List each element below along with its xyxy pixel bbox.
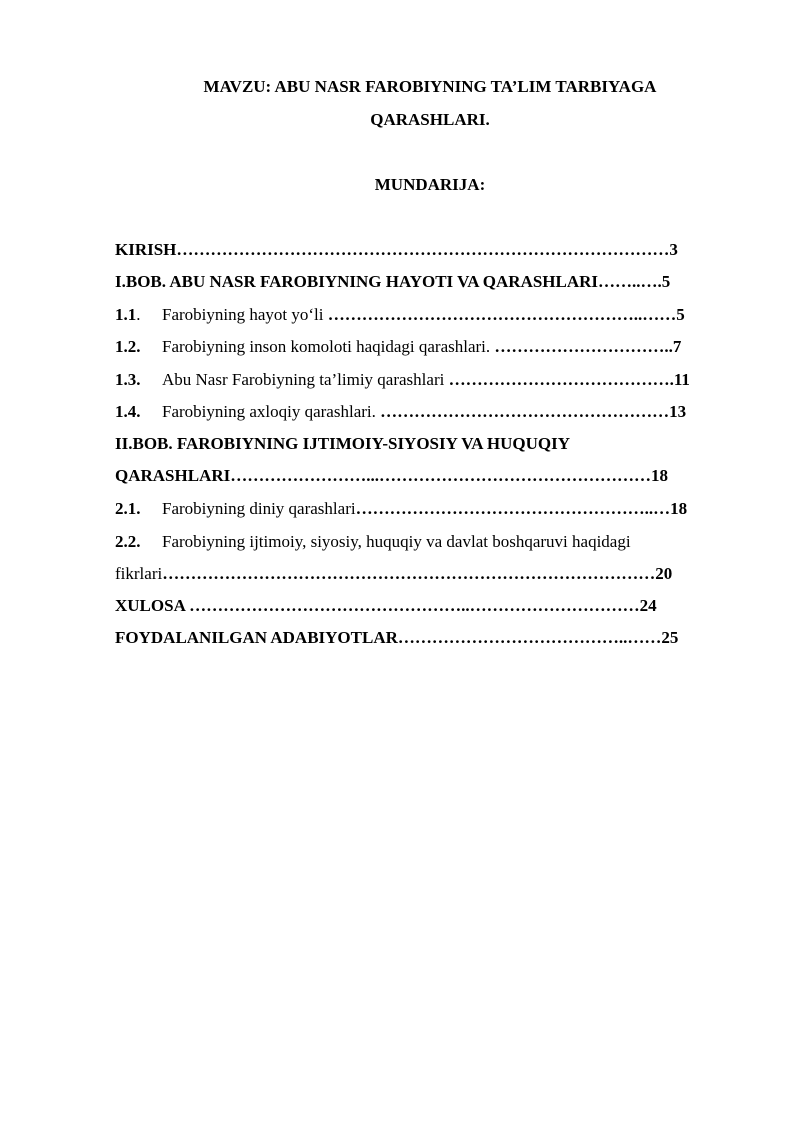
toc-entry-1-1 xyxy=(115,305,685,325)
toc-page-number: 5 xyxy=(661,272,671,291)
toc-leader: …………………………………. xyxy=(448,370,674,389)
document-title-line-2: QARASHLARI. xyxy=(370,110,490,129)
toc-leader: ………………………….. xyxy=(494,337,673,356)
toc-entry-title: Farobiyning ijtimoiy, siyosiy, huquqiy va davlat boshqaruvi haqidagi xyxy=(162,532,631,551)
toc-entry-title: Farobiyning hayot yo‘li xyxy=(162,305,328,324)
toc-section-number: 1.1. xyxy=(115,305,141,324)
toc-leader: ……..…. xyxy=(598,272,662,291)
toc-page-number: 20 xyxy=(655,564,673,583)
toc-entry-title: Farobiyning inson komoloti haqidagi qarashlari. xyxy=(162,337,495,356)
toc-entry-title: Farobiyning axloqiy qarashlari. xyxy=(162,402,381,421)
toc-entry-title-continued: fikrlari xyxy=(115,564,163,583)
toc-entry-title: KIRISH xyxy=(115,240,177,259)
toc-entry-chapter-2 xyxy=(115,466,668,486)
toc-section-number: 1.3. xyxy=(115,370,141,389)
toc-heading: MUNDARIJA: xyxy=(374,175,486,194)
toc-section-number: 1.2. xyxy=(115,337,141,356)
toc-entry-chapter-2-title: II.BOB. FAROBIYNING IJTIMOIY-SIYOSIY VA HUQUQIY xyxy=(115,434,571,453)
toc-entry-title: FOYDALANILGAN ADABIYOTLAR xyxy=(115,628,398,647)
toc-entry-title: XULOSA xyxy=(115,596,190,615)
toc-page-number: 3 xyxy=(669,240,678,259)
toc-page-number: 11 xyxy=(673,370,690,389)
toc-section-number: 2.2. xyxy=(115,532,141,551)
toc-page-number: 7 xyxy=(672,337,682,356)
toc-entry-adabiyotlar xyxy=(115,628,678,648)
toc-section-number: 2.1. xyxy=(115,499,141,518)
toc-entry-2-1 xyxy=(115,499,687,519)
toc-leader: ……………………...………………………………………… xyxy=(230,466,651,485)
toc-section-number: 1.4. xyxy=(115,402,141,421)
toc-leader: …………………………………..…… xyxy=(397,628,662,647)
toc-page-number: 13 xyxy=(669,402,687,421)
toc-leader: …………………………………………… xyxy=(380,402,670,421)
toc-page-number: 5 xyxy=(676,305,685,324)
toc-entry-title: I.BOB. ABU NASR FAROBIYNING HAYOTI VA QARASHLARI xyxy=(115,272,599,291)
toc-entry-title: QARASHLARI xyxy=(115,466,231,485)
toc-leader: ………………………………………………..…… xyxy=(327,305,677,324)
toc-entry-title: Farobiyning diniy qarashlari xyxy=(162,499,356,518)
document-title-line-1: MAVZU: ABU NASR FAROBIYNING TA’LIM TARBIYAGA xyxy=(203,77,657,96)
toc-entry-title: Abu Nasr Farobiyning ta’limiy qarashlari xyxy=(162,370,449,389)
toc-entry-xulosa xyxy=(115,596,657,616)
toc-entry-kirish xyxy=(115,240,678,260)
toc-page-number: 18 xyxy=(670,499,688,518)
toc-page-number: 24 xyxy=(639,596,657,615)
toc-page-number: 18 xyxy=(651,466,668,485)
toc-leader: …………………………………………………………………………… xyxy=(176,240,670,259)
toc-page-number: 25 xyxy=(661,628,679,647)
toc-leader: ……………………………………………..… xyxy=(355,499,671,518)
toc-entry-1-3 xyxy=(115,370,690,390)
toc-leader: …………………………………………………………………………… xyxy=(162,564,656,583)
toc-entry-chapter-1 xyxy=(115,272,670,292)
toc-entry-1-4 xyxy=(115,402,686,422)
toc-entry-2-2-title xyxy=(115,532,631,552)
toc-leader: …………………………………………..………………………… xyxy=(189,596,640,615)
toc-entry-2-2 xyxy=(115,564,672,584)
toc-entry-1-2 xyxy=(115,337,681,357)
